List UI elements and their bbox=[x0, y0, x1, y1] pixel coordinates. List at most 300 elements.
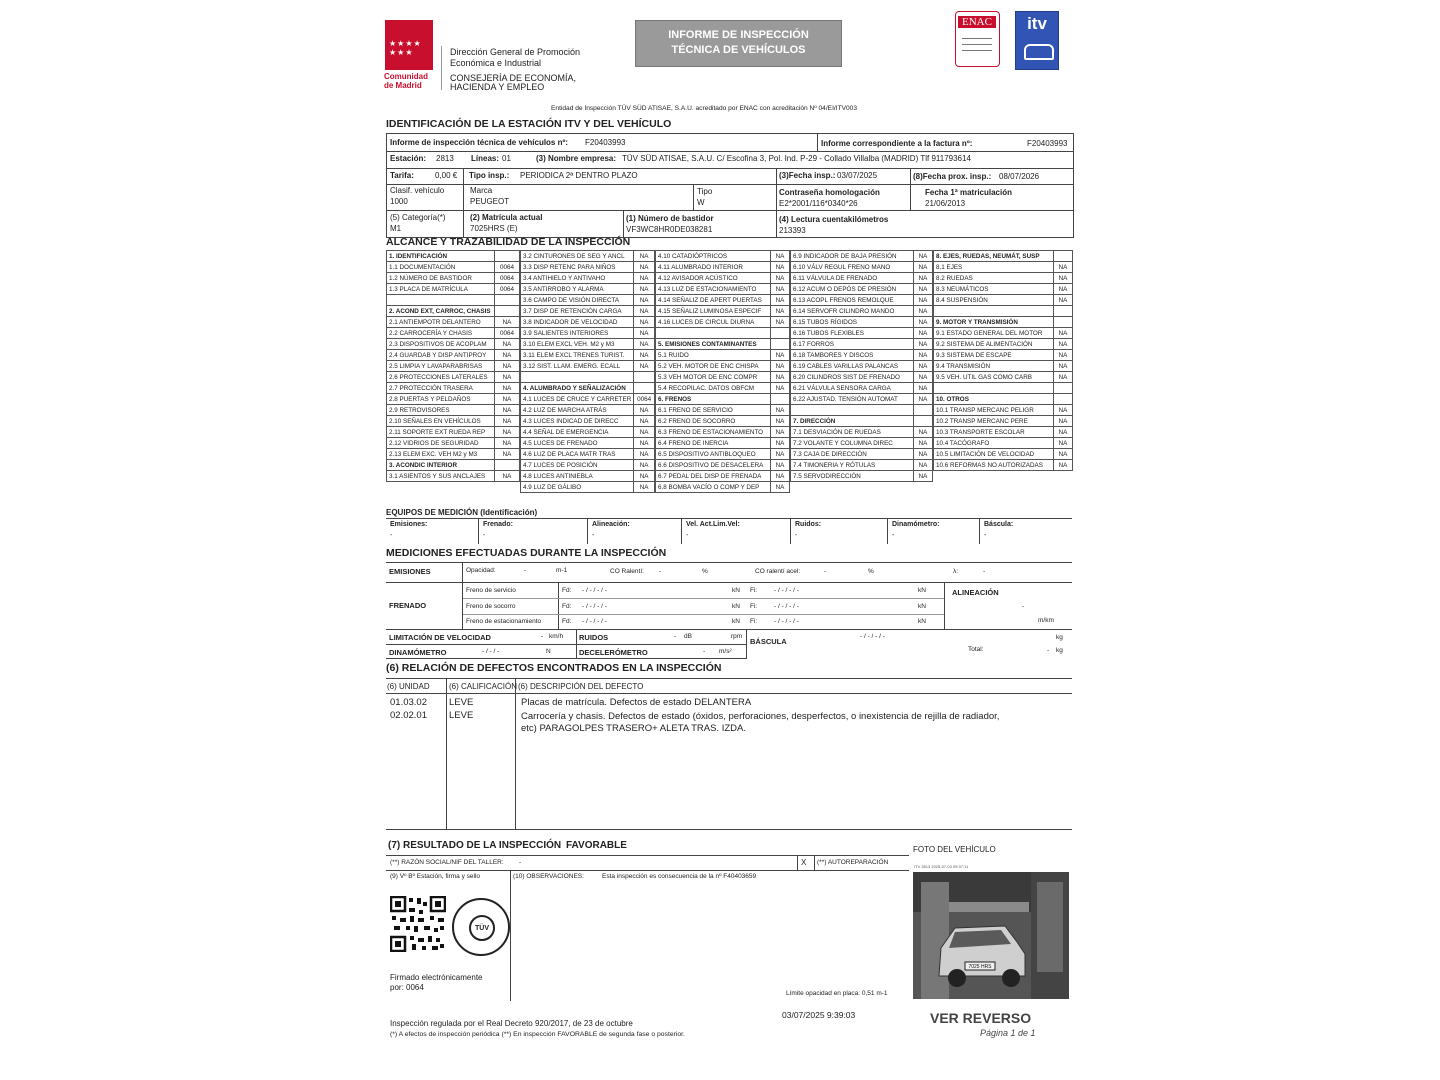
defect-2-calif: LEVE bbox=[449, 710, 474, 721]
alcance-item-value: NA bbox=[771, 471, 790, 482]
alcance-item-label: 9.3 SISTEMA DE ESCAPE bbox=[934, 350, 1054, 361]
defect-1-desc: Placas de matrícula. Defectos de estado DELANTERA bbox=[521, 697, 752, 708]
alcance-item-value bbox=[495, 460, 520, 471]
equipo-label: Dinamómetro: bbox=[892, 521, 940, 528]
alcance-item-value: NA bbox=[634, 328, 655, 339]
alcance-item-value: NA bbox=[495, 394, 520, 405]
alcance-row bbox=[934, 372, 1073, 383]
alcance-item-label: 4.7 LUCES DE POSICIÓN bbox=[521, 460, 634, 471]
alcance-item-value: NA bbox=[1054, 295, 1073, 306]
dept-line-1: Dirección General de Promoción bbox=[450, 47, 581, 57]
alcance-item-value bbox=[634, 383, 655, 394]
alcance-row bbox=[934, 317, 1073, 328]
alcance-item-value: NA bbox=[634, 482, 655, 493]
vehicle-photo bbox=[913, 872, 1069, 999]
alcance-row bbox=[791, 416, 933, 427]
alcance-row bbox=[656, 273, 790, 284]
alcance-item-value: NA bbox=[634, 273, 655, 284]
freno-estac-label: Freno de estacionamiento bbox=[466, 618, 542, 625]
categoria-value: M1 bbox=[390, 224, 402, 233]
alcance-item-label: 2.7 PROTECCIÓN TRASERA bbox=[387, 383, 495, 394]
station-label: Estación: bbox=[390, 154, 427, 163]
alcance-item-label: 4.12 AVISADOR ACÚSTICO bbox=[656, 273, 771, 284]
alcance-row bbox=[387, 394, 520, 405]
co-acel-value: - bbox=[824, 568, 827, 575]
alcance-item-label: 6.14 SERVOFR CILINDRO MANDO bbox=[791, 306, 914, 317]
alcance-item-label: 6.8 BOMBA VACÍO O COMP Y DEP bbox=[656, 482, 771, 493]
defect-2-unidad: 02.02.01 bbox=[390, 710, 427, 721]
opacidad-unit: m-1 bbox=[556, 567, 568, 574]
alcance-row bbox=[791, 361, 933, 372]
alcance-row bbox=[791, 295, 933, 306]
alcance-item-value: NA bbox=[495, 427, 520, 438]
alcance-item-label: 6.9 INDICADOR DE BAJA PRESIÓN bbox=[791, 251, 914, 262]
alcance-row bbox=[656, 251, 790, 262]
contrasena-label: Contraseña homologación bbox=[779, 188, 880, 197]
tipo-value: W bbox=[697, 198, 705, 207]
alcance-row bbox=[387, 251, 520, 262]
alcance-row bbox=[934, 405, 1073, 416]
resultado-block bbox=[386, 855, 909, 1001]
alcance-row bbox=[656, 262, 790, 273]
alcance-row bbox=[521, 317, 655, 328]
alcance-row bbox=[791, 306, 933, 317]
alcance-item-value: NA bbox=[771, 262, 790, 273]
alcance-item-label: 4.14 SEÑALIZ DE APERT PUERTAS bbox=[656, 295, 771, 306]
station-value: 2813 bbox=[436, 154, 454, 163]
alcance-row bbox=[934, 460, 1073, 471]
alcance-row bbox=[791, 471, 933, 482]
company-label: (3) Nombre empresa: bbox=[536, 154, 617, 163]
co-ralenti-value: - bbox=[659, 568, 662, 575]
alcance-item-label: 6.10 VÁLV REGUL FRENO MANO bbox=[791, 262, 914, 273]
alcance-item-value: 0064 bbox=[495, 273, 520, 284]
report-title-line-1: INFORME DE INSPECCIÓN bbox=[668, 29, 809, 41]
alcance-item-value: NA bbox=[495, 449, 520, 460]
alcance-item-value: NA bbox=[914, 317, 933, 328]
alcance-item-value: NA bbox=[634, 449, 655, 460]
alcance-item-value: NA bbox=[634, 262, 655, 273]
alcance-item-value: NA bbox=[771, 251, 790, 262]
ver-reverso: VER REVERSO bbox=[930, 1010, 1032, 1026]
alcance-row bbox=[521, 427, 655, 438]
alcance-row bbox=[387, 427, 520, 438]
co-acel-unit: % bbox=[868, 568, 874, 575]
alcance-item-label: 2.12 VIDRIOS DE SEGURIDAD bbox=[387, 438, 495, 449]
decelerometro-unit: m/s² bbox=[719, 648, 732, 655]
alcance-item-value: NA bbox=[914, 372, 933, 383]
invoice-label: Informe correspondiente a la factura nº: bbox=[821, 139, 973, 148]
alcance-item-label: 8.2 RUEDAS bbox=[934, 273, 1054, 284]
alcance-column bbox=[520, 250, 655, 493]
alcance-column bbox=[655, 250, 790, 493]
alcance-item-value: NA bbox=[914, 449, 933, 460]
alcance-row bbox=[791, 284, 933, 295]
alcance-item-label: 6.5 DISPOSITIVO ANTIBLOQUEO bbox=[656, 449, 771, 460]
alcance-row bbox=[934, 361, 1073, 372]
obs-label: (10) OBSERVACIONES: bbox=[513, 873, 584, 880]
dinamometro-unit: N bbox=[546, 648, 551, 655]
alcance-item-value: NA bbox=[1054, 350, 1073, 361]
alcance-item-value: NA bbox=[634, 339, 655, 350]
alcance-item-value: NA bbox=[495, 350, 520, 361]
alcance-row bbox=[791, 460, 933, 471]
defect-1-unidad: 01.03.02 bbox=[390, 697, 427, 708]
opacidad-value: - bbox=[524, 567, 527, 574]
alcance-item-label: 3. ACONDIC INTERIOR bbox=[387, 460, 495, 471]
alcance-row bbox=[791, 317, 933, 328]
alcance-item-label: 4.6 LUZ DE PLACA MATR TRAS bbox=[521, 449, 634, 460]
co-ralenti-unit: % bbox=[702, 568, 708, 575]
alcance-item-label: 5.4 RECOPILAC. DATOS OBFCM bbox=[656, 383, 771, 394]
alcance-row bbox=[656, 449, 790, 460]
alcance-item-value: NA bbox=[1054, 372, 1073, 383]
alcance-row bbox=[521, 251, 655, 262]
limite-opacidad: Límite opacidad en placa: 0,51 m-1 bbox=[786, 990, 888, 997]
alcance-item-value: NA bbox=[771, 284, 790, 295]
alcance-item-label: 3.8 INDICADOR DE VELOCIDAD bbox=[521, 317, 634, 328]
alcance-item-value: NA bbox=[634, 405, 655, 416]
alcance-item-value: NA bbox=[634, 317, 655, 328]
alcance-item-value: NA bbox=[634, 427, 655, 438]
alcance-item-value: NA bbox=[771, 438, 790, 449]
firmado-line-1: Firmado electrónicamente bbox=[390, 973, 483, 982]
alcance-item-label: 7.4 TIMONERIA Y RÓTULAS bbox=[791, 460, 914, 471]
alcance-item-label bbox=[387, 295, 495, 306]
alcance-row bbox=[934, 284, 1073, 295]
alcance-row bbox=[791, 339, 933, 350]
alcance-row bbox=[521, 460, 655, 471]
alcance-item-value: NA bbox=[771, 416, 790, 427]
tarifa-label: Tarifa: bbox=[390, 171, 414, 180]
alcance-item-label bbox=[521, 372, 634, 383]
alcance-item-label: 3.3 DISP RETENC PARA NIÑOS bbox=[521, 262, 634, 273]
taller-value: - bbox=[519, 859, 522, 866]
alcance-row bbox=[656, 295, 790, 306]
alcance-item-value: NA bbox=[771, 372, 790, 383]
alcance-item-value: NA bbox=[1054, 438, 1073, 449]
alcance-item-value: 0064 bbox=[495, 328, 520, 339]
alcance-item-label: 3.12 SIST. LLAM. EMERG. ECALL bbox=[521, 361, 634, 372]
alcance-row bbox=[387, 306, 520, 317]
km-value: 213393 bbox=[779, 226, 806, 235]
equipo-value: - bbox=[390, 532, 393, 539]
alcance-item-value: NA bbox=[1054, 460, 1073, 471]
alcance-item-label: 6.4 FRENO DE INERCIA bbox=[656, 438, 771, 449]
alcance-row bbox=[521, 383, 655, 394]
ruidos-unit-db: dB bbox=[684, 633, 692, 640]
dinamometro-label: DINAMÓMETRO bbox=[389, 648, 447, 657]
equipo-cell bbox=[790, 519, 888, 544]
alcance-row bbox=[656, 427, 790, 438]
alcance-item-label: 6.1 FRENO DE SERVICIO bbox=[656, 405, 771, 416]
firmado-line-2: por: 0064 bbox=[390, 983, 424, 992]
alcance-row bbox=[934, 449, 1073, 460]
alcance-item-label: 4. ALUMBRADO Y SEÑALIZACIÓN bbox=[521, 383, 634, 394]
alcance-item-label: 8.3 NEUMÁTICOS bbox=[934, 284, 1054, 295]
alcance-section-title: ALCANCE Y TRAZABILIDAD DE LA INSPECCIÓN bbox=[386, 236, 631, 248]
org-name: Comunidad de Madrid bbox=[384, 72, 428, 90]
ident-block bbox=[386, 133, 1074, 238]
alcance-item-label: 4.15 SEÑALIZ LUMINOSA ESPECIF bbox=[656, 306, 771, 317]
equipo-cell bbox=[587, 519, 682, 544]
tuv-logo-icon: TÜV bbox=[469, 915, 495, 941]
alcance-row bbox=[934, 427, 1073, 438]
equipo-value: - bbox=[892, 532, 895, 539]
alcance-item-label: 2.11 SOPORTE EXT RUEDA REP bbox=[387, 427, 495, 438]
alcance-item-label: 2.6 PROTECCIONES LATERALES bbox=[387, 372, 495, 383]
alcance-item-label: 6.20 CILINDROS SIST DE FRENADO bbox=[791, 372, 914, 383]
alcance-item-value: NA bbox=[914, 306, 933, 317]
alcance-item-label: 4.1 LUCES DE CRUCE Y CARRETER bbox=[521, 394, 634, 405]
tipo-insp-value: PERIODICA 2ª DENTRO PLAZO bbox=[520, 171, 638, 180]
equipo-cell bbox=[681, 519, 791, 544]
alcance-item-value: NA bbox=[1054, 449, 1073, 460]
alcance-item-label: 6.2 FRENO DE SOCORRO bbox=[656, 416, 771, 427]
alcance-item-value: NA bbox=[634, 306, 655, 317]
autoreparacion-mark: X bbox=[801, 858, 807, 867]
alcance-row bbox=[387, 350, 520, 361]
contrasena-value: E2*2001/116*0340*26 bbox=[779, 199, 858, 208]
vehicle-plate-text: 7025 HRS bbox=[968, 964, 992, 970]
marca-value: PEUGEOT bbox=[470, 197, 510, 206]
alcance-item-label: 3.4 ANTIHIELO Y ANTIVAHO bbox=[521, 273, 634, 284]
alcance-item-label: 3.5 ANTIRROBO Y ALARMA bbox=[521, 284, 634, 295]
clasif-label: Clasif. vehículo bbox=[390, 186, 445, 195]
alcance-item-label: 9.4 TRANSMISIÓN bbox=[934, 361, 1054, 372]
lines-value: 01 bbox=[502, 154, 511, 163]
equipos-row bbox=[386, 518, 1072, 544]
alcance-item-value: NA bbox=[1054, 405, 1073, 416]
alcance-item-value: NA bbox=[495, 361, 520, 372]
alcance-item-value bbox=[771, 339, 790, 350]
col-calif-header: (6) CALIFICACIÓN bbox=[449, 682, 518, 691]
equipo-value: - bbox=[592, 532, 595, 539]
alcance-item-label bbox=[934, 383, 1054, 394]
alcance-row bbox=[387, 262, 520, 273]
alineacion-value: - bbox=[1022, 603, 1025, 610]
alcance-item-value: NA bbox=[771, 482, 790, 493]
alcance-item-value: NA bbox=[634, 251, 655, 262]
alcance-row bbox=[387, 449, 520, 460]
alcance-row bbox=[521, 361, 655, 372]
alcance-item-label: 4.9 LUZ DE GÁLIBO bbox=[521, 482, 634, 493]
alcance-row bbox=[521, 438, 655, 449]
alcance-item-value bbox=[634, 372, 655, 383]
alcance-item-label: 9.5 VEH. UTIL GAS COMO CARB bbox=[934, 372, 1054, 383]
alcance-item-label: 4.3 LUCES INDICAD DE DIRECC bbox=[521, 416, 634, 427]
alcance-item-label: 7. DIRECCIÓN bbox=[791, 416, 914, 427]
dinamometro-value: - / - / - bbox=[482, 648, 500, 655]
alcance-row bbox=[934, 262, 1073, 273]
alcance-item-label: 8. EJES, RUEDAS, NEUMÁT, SUSP bbox=[934, 251, 1054, 262]
alcance-item-label: 9.1 ESTADO GENERAL DEL MOTOR bbox=[934, 328, 1054, 339]
alcance-item-value: NA bbox=[634, 295, 655, 306]
alcance-row bbox=[656, 317, 790, 328]
categoria-label: (5) Categoría(*) bbox=[390, 213, 446, 222]
limit-vel-value: - bbox=[541, 633, 544, 640]
bastidor-value: VF3WC8HR0DE038281 bbox=[626, 225, 713, 234]
alcance-row bbox=[387, 471, 520, 482]
fecha-prox-value: 08/07/2026 bbox=[999, 172, 1040, 181]
alcance-row bbox=[387, 284, 520, 295]
alcance-item-label: 6.19 CABLES VARILLAS PALANCAS bbox=[791, 361, 914, 372]
equipo-cell bbox=[979, 519, 1073, 544]
alcance-item-value: NA bbox=[914, 350, 933, 361]
alcance-item-value bbox=[771, 328, 790, 339]
fecha-matric-value: 21/06/2013 bbox=[925, 199, 966, 208]
alcance-item-label: 5.3 VEH MOTOR DE ENC COMPR bbox=[656, 372, 771, 383]
report-number-label: Informe de inspección técnica de vehículos nº: bbox=[390, 138, 569, 147]
alcance-row bbox=[387, 328, 520, 339]
alcance-item-value: NA bbox=[771, 306, 790, 317]
km-label: (4) Lectura cuentakilómetros bbox=[779, 215, 889, 224]
alcance-row bbox=[934, 394, 1073, 405]
equipo-label: Ruidos: bbox=[795, 521, 822, 528]
alcance-row bbox=[934, 251, 1073, 262]
equipo-value: - bbox=[686, 532, 689, 539]
alcance-row bbox=[387, 416, 520, 427]
alcance-item-label: 4.13 LUZ DE ESTACIONAMIENTO bbox=[656, 284, 771, 295]
alcance-item-value: NA bbox=[1054, 284, 1073, 295]
frenado-label: FRENADO bbox=[389, 601, 427, 610]
freno-socorro-label: Freno de socorro bbox=[466, 603, 516, 610]
alcance-item-label: 7.1 DESVIACIÓN DE RUEDAS bbox=[791, 427, 914, 438]
decelerometro-value: - bbox=[703, 648, 706, 655]
alcance-row bbox=[656, 394, 790, 405]
alcance-row bbox=[387, 405, 520, 416]
alcance-item-value bbox=[1054, 306, 1073, 317]
alcance-row bbox=[656, 438, 790, 449]
alcance-item-label: 10.5 LIMITACIÓN DE VELOCIDAD bbox=[934, 449, 1054, 460]
alcance-item-value: NA bbox=[1054, 339, 1073, 350]
alcance-row bbox=[387, 295, 520, 306]
alcance-row bbox=[791, 350, 933, 361]
alcance-item-value: NA bbox=[914, 339, 933, 350]
alcance-row bbox=[521, 394, 655, 405]
alcance-item-label: 3.2 CINTURONES DE SEG Y ANCL bbox=[521, 251, 634, 262]
equipo-label: Emisiones: bbox=[390, 521, 428, 528]
alcance-item-label: 7.5 SERVODIRECCIÓN bbox=[791, 471, 914, 482]
bascula-unit: kg bbox=[1056, 634, 1063, 641]
alcance-item-value bbox=[914, 405, 933, 416]
obs-value: Esta inspección es consecuencia de la nº F40403659 bbox=[602, 873, 757, 880]
alcance-item-label: 8.1 EJES bbox=[934, 262, 1054, 273]
alcance-row bbox=[521, 328, 655, 339]
alcance-row bbox=[656, 482, 790, 493]
equipo-cell bbox=[887, 519, 980, 544]
stars-icon: ★★★★ ★★★ bbox=[389, 39, 422, 57]
alcance-item-value bbox=[1054, 317, 1073, 328]
matricula-value: 7025HRS (E) bbox=[470, 224, 518, 233]
alcance-item-value bbox=[1054, 394, 1073, 405]
alcance-item-label: 1.3 PLACA DE MATRÍCULA bbox=[387, 284, 495, 295]
alcance-item-label: 2.3 DISPOSITIVOS DE ACOPLAM bbox=[387, 339, 495, 350]
alcance-item-value: NA bbox=[914, 251, 933, 262]
alcance-item-value bbox=[495, 295, 520, 306]
alcance-item-value: NA bbox=[495, 339, 520, 350]
alcance-row bbox=[521, 262, 655, 273]
alineacion-unit: m/km bbox=[1038, 617, 1054, 624]
alcance-item-label: 2.8 PUERTAS Y PELDAÑOS bbox=[387, 394, 495, 405]
alcance-item-label: 6.11 VÁLVULA DE FRENADO bbox=[791, 273, 914, 284]
alcance-item-value: NA bbox=[914, 460, 933, 471]
alcance-item-label: 5. EMISIONES CONTAMINANTES bbox=[656, 339, 771, 350]
defectos-section-title: (6) RELACIÓN DE DEFECTOS ENCONTRADOS EN LA INSPECCIÓN bbox=[386, 662, 722, 674]
alcance-row bbox=[934, 438, 1073, 449]
alcance-item-value: NA bbox=[914, 328, 933, 339]
alcance-item-label: 2.4 GUARDAB Y DISP ANTIPROY bbox=[387, 350, 495, 361]
emisiones-label: EMISIONES bbox=[389, 567, 431, 576]
alcance-row bbox=[656, 361, 790, 372]
opacidad-label: Opacidad: bbox=[466, 567, 496, 574]
autoreparacion-label: (**) AUTOREPARACIÓN bbox=[817, 859, 889, 866]
alcance-row bbox=[791, 328, 933, 339]
tarifa-value: 0,00 € bbox=[435, 171, 458, 180]
footer-datetime: 03/07/2025 9:39:03 bbox=[782, 1010, 856, 1020]
alcance-item-label: 2. ACOND EXT, CARROC, CHASIS bbox=[387, 306, 495, 317]
equipo-value: - bbox=[483, 532, 486, 539]
alcance-item-value: NA bbox=[634, 350, 655, 361]
total-unit: kg bbox=[1056, 647, 1063, 654]
alcance-row bbox=[521, 295, 655, 306]
marca-label: Marca bbox=[470, 186, 493, 195]
alcance-row bbox=[791, 262, 933, 273]
alcance-grid bbox=[386, 250, 1074, 506]
alcance-item-value: NA bbox=[634, 471, 655, 482]
alcance-row bbox=[791, 251, 933, 262]
alcance-row bbox=[791, 427, 933, 438]
clasif-value: 1000 bbox=[390, 197, 408, 206]
alcance-item-value: NA bbox=[495, 438, 520, 449]
alcance-row bbox=[934, 306, 1073, 317]
equipo-label: Frenado: bbox=[483, 521, 513, 528]
enac-logo: ENAC bbox=[955, 11, 1000, 67]
alcance-item-value: NA bbox=[771, 405, 790, 416]
equipo-cell bbox=[478, 519, 588, 544]
decelerometro-label: DECELERÓMETRO bbox=[579, 648, 648, 657]
alcance-item-value bbox=[771, 394, 790, 405]
alcance-item-label: 4.2 LUZ DE MARCHA ATRÁS bbox=[521, 405, 634, 416]
alcance-item-value: NA bbox=[1054, 273, 1073, 284]
resultado-value: FAVORABLE bbox=[566, 840, 627, 851]
fecha-insp-label: (3)Fecha insp.: bbox=[779, 171, 836, 180]
alcance-row bbox=[656, 306, 790, 317]
vb-label: (9) Vº Bº Estación, firma y sello bbox=[390, 873, 480, 880]
bascula-label: BÁSCULA bbox=[750, 637, 787, 646]
ruidos-unit-rpm: rpm bbox=[731, 633, 743, 640]
taller-label: (**) RAZÓN SOCIAL/NIF DEL TALLER: bbox=[390, 859, 504, 866]
alcance-item-label: 8.4 SUSPENSIÓN bbox=[934, 295, 1054, 306]
alcance-item-label bbox=[656, 328, 771, 339]
alcance-item-value: NA bbox=[1054, 427, 1073, 438]
alcance-item-value: NA bbox=[634, 361, 655, 372]
alcance-row bbox=[521, 482, 655, 493]
alcance-item-label: 5.2 VEH. MOTOR DE ENC CHISPA bbox=[656, 361, 771, 372]
total-label: Total: bbox=[968, 646, 984, 653]
equipo-label: Báscula: bbox=[984, 521, 1014, 528]
alcance-row bbox=[656, 339, 790, 350]
alcance-row bbox=[656, 372, 790, 383]
alcance-item-value: NA bbox=[771, 427, 790, 438]
qr-code-icon bbox=[390, 896, 446, 952]
invoice-value: F20403993 bbox=[1027, 139, 1068, 148]
alcance-row bbox=[521, 339, 655, 350]
alcance-item-value: NA bbox=[771, 460, 790, 471]
defectos-table bbox=[386, 678, 1072, 830]
alcance-item-label: 1.2 NÚMERO DE BASTIDOR bbox=[387, 273, 495, 284]
ident-section-title: IDENTIFICACIÓN DE LA ESTACIÓN ITV Y DEL VEHÍCULO bbox=[386, 118, 672, 130]
